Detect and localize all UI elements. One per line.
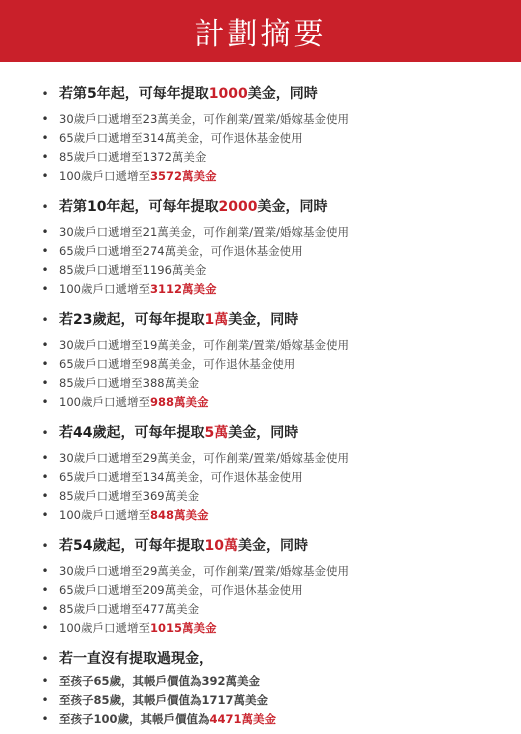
item-text xyxy=(59,690,268,710)
item-highlight: 3572萬美金 xyxy=(149,169,217,183)
item-text xyxy=(59,486,199,506)
header-banner xyxy=(0,0,521,62)
item-text xyxy=(59,392,208,412)
bullet-icon: • xyxy=(41,470,49,484)
bullet-icon: • xyxy=(41,200,49,214)
heading-suffix: 美金，同時 xyxy=(228,312,299,328)
item-text-main: 30歲戶口遞增至29萬美金，可作創業/置業/婚嫁基金使用 xyxy=(59,451,350,465)
bullet-icon: • xyxy=(41,357,49,371)
item-text-main: 30歲戶口遞增至21萬美金，可作創業/置業/婚嫁基金使用 xyxy=(59,225,350,239)
item-text xyxy=(59,709,276,729)
heading-text xyxy=(59,84,318,104)
item-highlight: 3112萬美金 xyxy=(149,282,217,296)
bullet-icon: • xyxy=(41,451,49,465)
heading-highlight: 2000 xyxy=(218,199,258,215)
bullet-icon: • xyxy=(41,87,49,101)
item-text-main: 30歲戶口遞增至19萬美金，可作創業/置業/婚嫁基金使用 xyxy=(59,338,350,352)
item-highlight: 848萬美金 xyxy=(149,508,209,522)
item-text-main: 30歲戶口遞增至23萬美金，可作創業/置業/婚嫁基金使用 xyxy=(59,112,350,126)
bullet-icon: • xyxy=(41,395,49,409)
item-text xyxy=(59,373,199,393)
heading-suffix: 美金，同時 xyxy=(228,425,299,441)
item-text xyxy=(59,448,349,468)
item-text xyxy=(59,335,349,355)
item-text xyxy=(59,599,199,619)
item-text-main: 至孩子65歲，其帳戶價值為392萬美金 xyxy=(59,674,261,688)
heading-text-main: 若一直沒有提取過現金， xyxy=(59,651,213,667)
heading-suffix: 美金，同時 xyxy=(237,538,308,554)
item-text xyxy=(59,354,295,374)
item-text xyxy=(59,128,303,148)
item-text-main: 85歲戶口遞增至1372萬美金 xyxy=(59,150,207,164)
bullet-icon: • xyxy=(41,539,49,553)
item-text xyxy=(59,222,349,242)
item-text-main: 100歲戶口遞增至 xyxy=(59,508,150,522)
bullet-icon: • xyxy=(41,652,49,666)
item-text-main: 85歲戶口遞增至1196萬美金 xyxy=(59,263,207,277)
item-text xyxy=(59,109,349,129)
item-text xyxy=(59,580,303,600)
page-title: 計劃摘要 xyxy=(194,17,327,52)
item-highlight: 1015萬美金 xyxy=(149,621,217,635)
bullet-icon: • xyxy=(41,282,49,296)
heading-prefix: 若54歲起，可每年提取 xyxy=(59,538,205,554)
bullet-icon: • xyxy=(41,426,49,440)
item-text-main: 65歲戶口遞增至134萬美金，可作退休基金使用 xyxy=(59,470,303,484)
item-text xyxy=(59,561,349,581)
bullet-icon: • xyxy=(41,508,49,522)
bullet-icon: • xyxy=(41,112,49,126)
item-text-main: 65歲戶口遞增至274萬美金，可作退休基金使用 xyxy=(59,244,303,258)
heading-highlight: 5萬 xyxy=(204,425,229,441)
heading-highlight: 1000 xyxy=(208,86,248,102)
bullet-icon: • xyxy=(41,712,49,726)
item-text-main: 85歲戶口遞增至369萬美金 xyxy=(59,489,200,503)
item-text-main: 85歲戶口遞增至388萬美金 xyxy=(59,376,200,390)
bullet-icon: • xyxy=(41,131,49,145)
item-text xyxy=(59,467,303,487)
item-highlight: 988萬美金 xyxy=(149,395,209,409)
heading-prefix: 若第5年起，可每年提取 xyxy=(59,86,209,102)
heading-highlight: 1萬 xyxy=(204,312,229,328)
bullet-icon: • xyxy=(41,169,49,183)
item-highlight: 4471萬美金 xyxy=(209,712,277,726)
item-text xyxy=(59,260,206,280)
bullet-icon: • xyxy=(41,693,49,707)
heading-highlight: 10萬 xyxy=(204,538,238,554)
bullet-icon: • xyxy=(41,602,49,616)
item-text xyxy=(59,618,216,638)
item-text-main: 30歲戶口遞增至29萬美金，可作創業/置業/婚嫁基金使用 xyxy=(59,564,350,578)
bullet-icon: • xyxy=(41,338,49,352)
item-text xyxy=(59,166,216,186)
item-text xyxy=(59,147,206,167)
item-text-main: 100歲戶口遞增至 xyxy=(59,395,150,409)
bullet-icon: • xyxy=(41,225,49,239)
bullet-icon: • xyxy=(41,621,49,635)
heading-prefix: 若23歲起，可每年提取 xyxy=(59,312,205,328)
bullet-icon: • xyxy=(41,674,49,688)
item-text-main: 100歲戶口遞增至 xyxy=(59,282,150,296)
heading-suffix: 美金，同時 xyxy=(247,86,318,102)
bullet-icon: • xyxy=(41,263,49,277)
item-text-main: 85歲戶口遞增至477萬美金 xyxy=(59,602,200,616)
item-text-main: 65歲戶口遞增至314萬美金，可作退休基金使用 xyxy=(59,131,303,145)
item-text xyxy=(59,241,303,261)
item-text-main: 65歲戶口遞增至209萬美金，可作退休基金使用 xyxy=(59,583,303,597)
item-text-main: 65歲戶口遞增至98萬美金，可作退休基金使用 xyxy=(59,357,296,371)
heading-text xyxy=(59,310,298,330)
heading-text xyxy=(59,536,308,556)
item-text-main: 至孩子85歲，其帳戶價值為1717萬美金 xyxy=(59,693,269,707)
item-text xyxy=(59,505,208,525)
heading-suffix: 美金，同時 xyxy=(257,199,328,215)
bullet-icon: • xyxy=(41,313,49,327)
bullet-icon: • xyxy=(41,150,49,164)
bullet-icon: • xyxy=(41,564,49,578)
heading-prefix: 若44歲起，可每年提取 xyxy=(59,425,205,441)
bullet-icon: • xyxy=(41,489,49,503)
bullet-icon: • xyxy=(41,583,49,597)
item-text xyxy=(59,671,260,691)
heading-text xyxy=(59,423,298,443)
item-text-main: 100歲戶口遞增至 xyxy=(59,621,150,635)
item-text-main: 100歲戶口遞增至 xyxy=(59,169,150,183)
item-text xyxy=(59,279,216,299)
heading-prefix: 若第10年起，可每年提取 xyxy=(59,199,219,215)
heading-text xyxy=(59,197,327,217)
item-text-main: 至孩子100歲，其帳戶價值為 xyxy=(59,712,210,726)
bullet-icon: • xyxy=(41,244,49,258)
bullet-icon: • xyxy=(41,376,49,390)
heading-text xyxy=(59,649,213,669)
